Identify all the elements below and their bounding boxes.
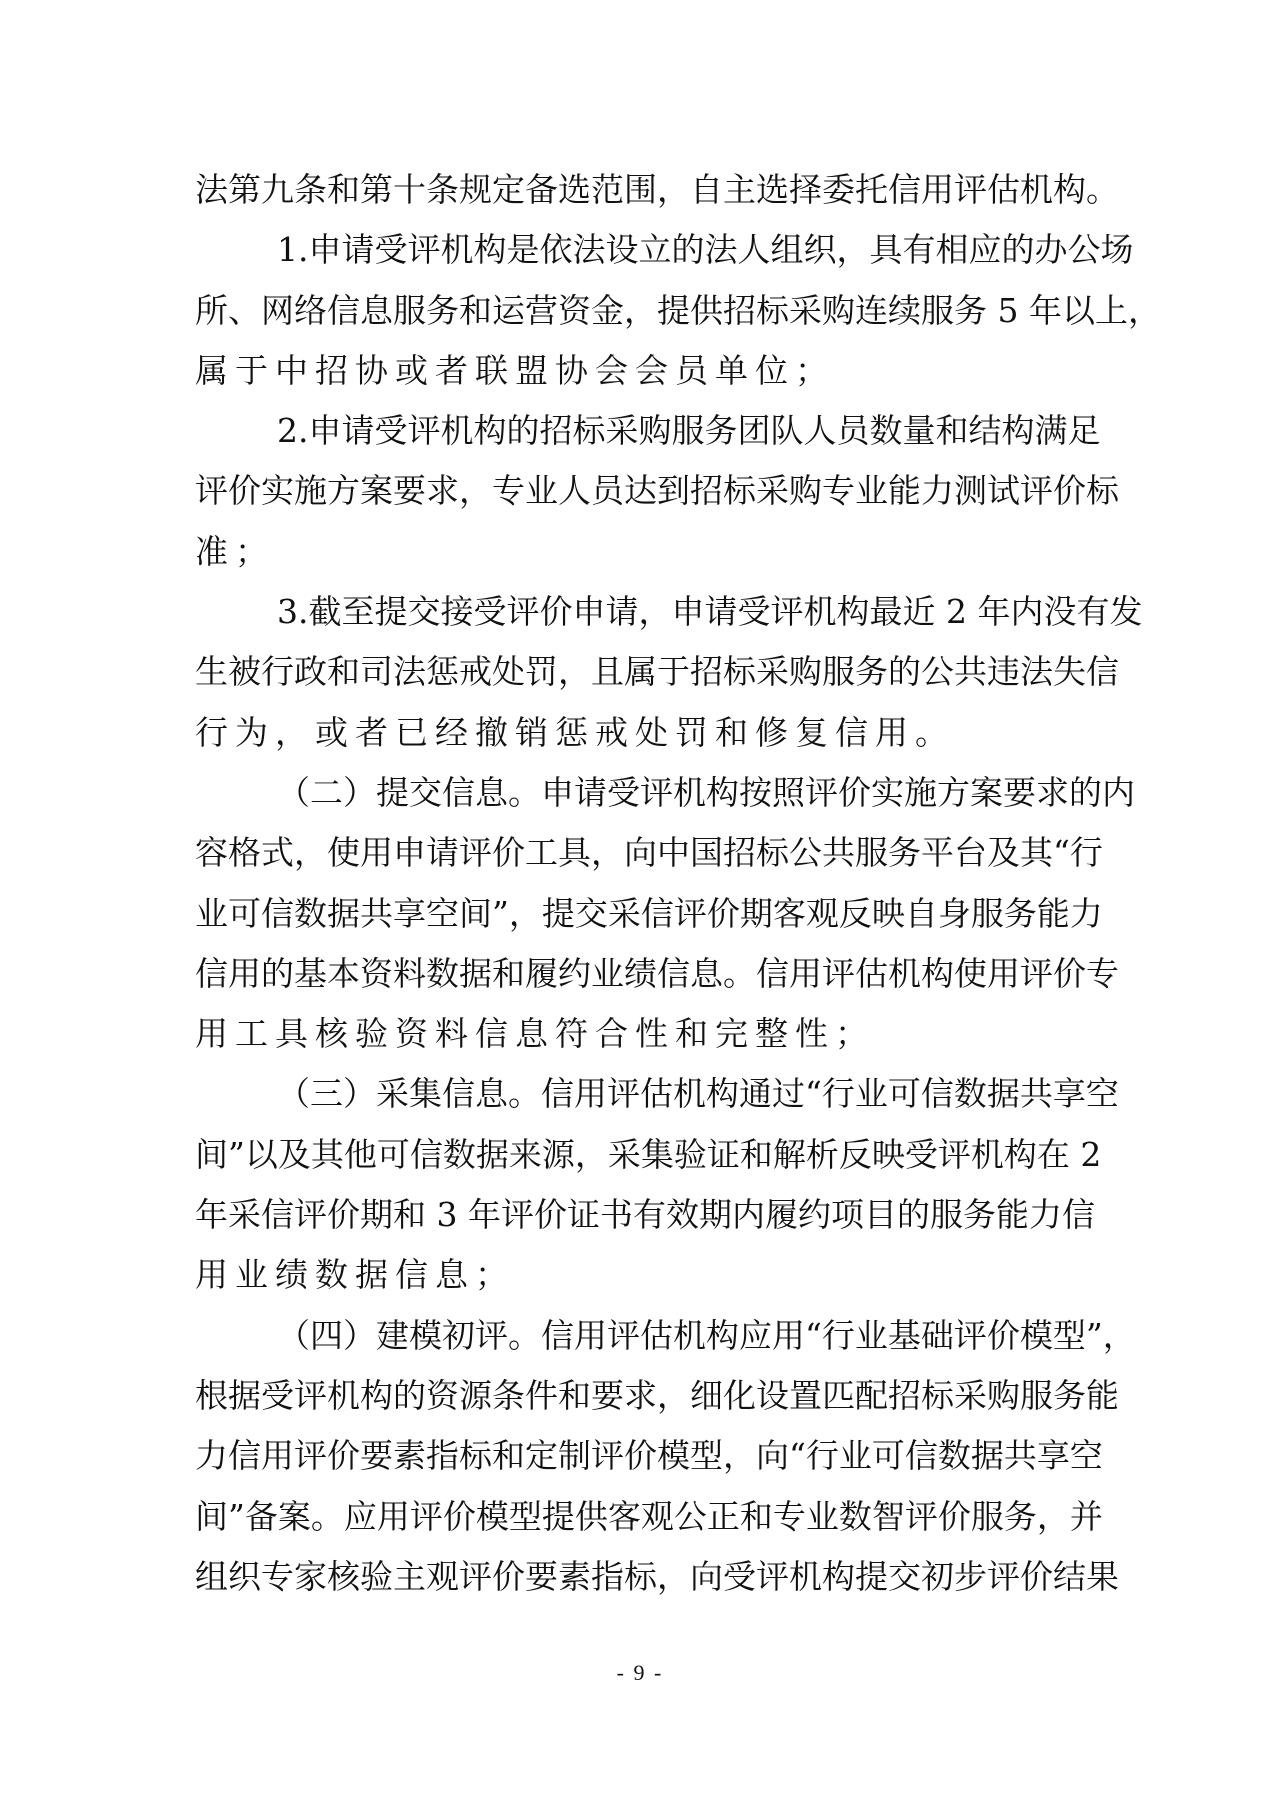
page-number: - 9 - xyxy=(616,1660,664,1685)
text-line: 用业绩数据信息； xyxy=(195,1255,515,1295)
text-line: （三）采集信息。信用评估机构通过“行业可信数据共享空 xyxy=(277,1074,1119,1114)
text-line: 间”以及其他可信数据来源，采集验证和解析反映受评机构在 2 xyxy=(195,1134,1102,1174)
text-line: 根据受评机构的资源条件和要求，细化设置匹配招标采购服务能 xyxy=(195,1375,1119,1415)
text-line: 准； xyxy=(195,531,275,571)
text-line: 法第九条和第十条规定备选范围，自主选择委托信用评估机构。 xyxy=(195,170,1119,209)
text-line: 所、网络信息服务和运营资金，提供招标采购连续服务 5 年以上， xyxy=(195,290,1161,330)
text-line: 力信用评价要素指标和定制评价模型，向“行业可信数据共享空 xyxy=(195,1436,1103,1476)
text-line: 用工具核验资料信息符合性和完整性； xyxy=(195,1014,875,1054)
text-line: 信用的基本资料数据和履约业绩信息。信用评估机构使用评价专 xyxy=(195,953,1119,993)
text-line: 评价实施方案要求，专业人员达到招标采购专业能力测试评价标 xyxy=(195,471,1119,511)
body-text xyxy=(195,160,1161,1607)
text-line: 行为，或者已经撤销惩戒处罚和修复信用。 xyxy=(195,712,955,752)
text-line: 业可信数据共享空间”，提交采信评价期客观反映自身服务能力 xyxy=(195,893,1103,933)
text-line: （二）提交信息。申请受评机构按照评价实施方案要求的内 xyxy=(277,772,1135,812)
text-line: 年采信评价期和 3 年评价证书有效期内履约项目的服务能力信 xyxy=(195,1195,1095,1235)
text-line: 1.申请受评机构是依法设立的法人组织，具有相应的办公场 xyxy=(277,230,1134,270)
text-line: （四）建模初评。信用评估机构应用“行业基础评价模型”， xyxy=(277,1315,1136,1355)
text-line: 间”备案。应用评价模型提供客观公正和专业数智评价服务，并 xyxy=(195,1496,1103,1536)
text-line: 属于中招协或者联盟协会会员单位； xyxy=(195,350,835,390)
text-line: 2.申请受评机构的招标采购服务团队人员数量和结构满足 xyxy=(277,411,1101,451)
text-line: 生被行政和司法惩戒处罚，且属于招标采购服务的公共违法失信 xyxy=(195,652,1119,692)
text-line: 组织专家核验主观评价要素指标，向受评机构提交初步评价结果 xyxy=(195,1556,1119,1596)
text-line: 容格式，使用申请评价工具，向中国招标公共服务平台及其“行 xyxy=(195,833,1103,873)
text-line: 3.截至提交接受评价申请，申请受评机构最近 2 年内没有发 xyxy=(277,592,1143,632)
